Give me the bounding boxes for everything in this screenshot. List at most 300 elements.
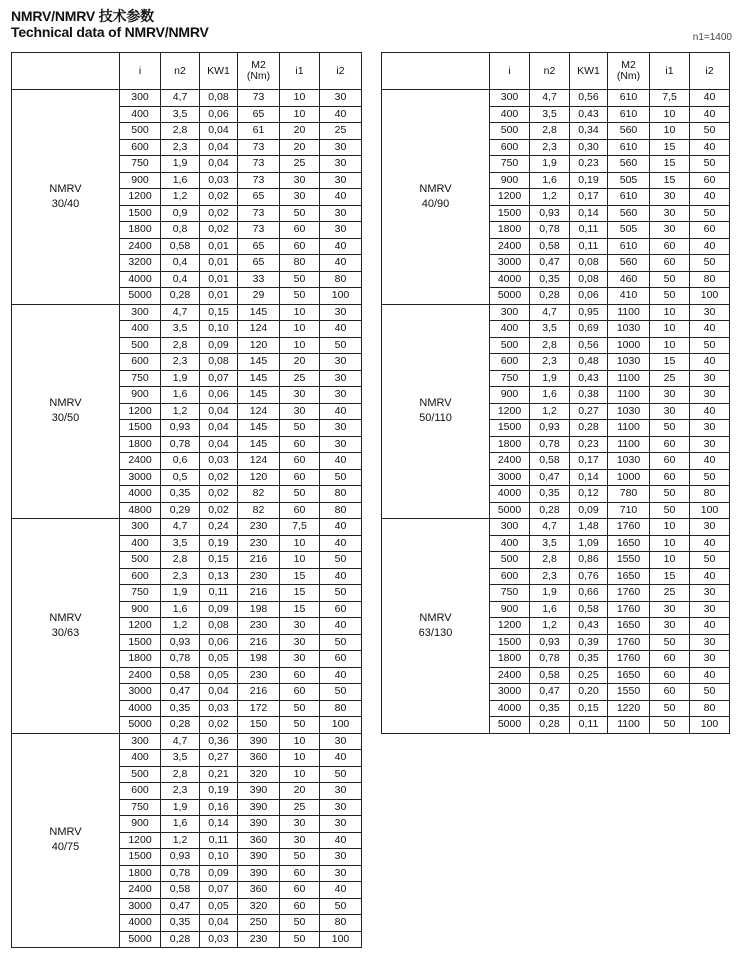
i2-cell: 30 bbox=[690, 387, 730, 404]
n2-cell: 1,2 bbox=[530, 189, 570, 206]
i1-cell: 60 bbox=[280, 222, 320, 239]
i2-cell: 30 bbox=[320, 205, 362, 222]
i2-cell: 30 bbox=[320, 370, 362, 387]
kw1-cell: 0,17 bbox=[570, 453, 608, 470]
n2-cell: 2,3 bbox=[530, 354, 570, 371]
header-model bbox=[382, 53, 490, 90]
kw1-cell: 0,30 bbox=[570, 139, 608, 156]
m2-cell: 145 bbox=[238, 387, 280, 404]
n2-cell: 0,58 bbox=[161, 667, 200, 684]
n2-cell: 0,28 bbox=[530, 288, 570, 305]
m2-cell: 1650 bbox=[608, 667, 650, 684]
m2-cell: 390 bbox=[238, 865, 280, 882]
i1-cell: 10 bbox=[280, 733, 320, 750]
m2-cell: 320 bbox=[238, 766, 280, 783]
m2-cell: 1100 bbox=[608, 304, 650, 321]
ratio-cell: 500 bbox=[120, 337, 161, 354]
m2-cell: 1760 bbox=[608, 601, 650, 618]
i1-cell: 20 bbox=[280, 123, 320, 140]
ratio-cell: 4800 bbox=[120, 502, 161, 519]
ratio-cell: 1800 bbox=[120, 222, 161, 239]
kw1-cell: 0,58 bbox=[570, 601, 608, 618]
ratio-cell: 500 bbox=[120, 123, 161, 140]
table-header-row bbox=[12, 53, 362, 90]
i1-cell: 30 bbox=[280, 387, 320, 404]
ratio-cell: 5000 bbox=[490, 717, 530, 734]
i1-cell: 25 bbox=[280, 156, 320, 173]
i1-cell: 50 bbox=[280, 288, 320, 305]
ratio-cell: 750 bbox=[490, 156, 530, 173]
table-header-row bbox=[382, 53, 730, 90]
kw1-cell: 0,11 bbox=[200, 585, 238, 602]
i1-cell: 60 bbox=[650, 667, 690, 684]
ratio-cell: 2400 bbox=[120, 882, 161, 899]
ratio-cell: 300 bbox=[120, 90, 161, 107]
n2-cell: 1,9 bbox=[161, 799, 200, 816]
m2-cell: 172 bbox=[238, 700, 280, 717]
n2-cell: 2,3 bbox=[161, 139, 200, 156]
i2-cell: 50 bbox=[320, 766, 362, 783]
i1-cell: 30 bbox=[280, 816, 320, 833]
kw1-cell: 0,10 bbox=[200, 849, 238, 866]
i1-cell: 50 bbox=[280, 271, 320, 288]
i1-cell: 30 bbox=[650, 403, 690, 420]
page-title-english: Technical data of NMRV/NMRV bbox=[11, 24, 209, 40]
m2-cell: 65 bbox=[238, 238, 280, 255]
n2-cell: 1,2 bbox=[530, 403, 570, 420]
kw1-cell: 0,14 bbox=[200, 816, 238, 833]
m2-cell: 320 bbox=[238, 898, 280, 915]
n2-cell: 0,93 bbox=[161, 634, 200, 651]
kw1-cell: 0,01 bbox=[200, 271, 238, 288]
n2-cell: 1,6 bbox=[161, 601, 200, 618]
ratio-cell: 1500 bbox=[120, 849, 161, 866]
kw1-cell: 0,69 bbox=[570, 321, 608, 338]
m2-cell: 230 bbox=[238, 535, 280, 552]
m2-cell: 230 bbox=[238, 667, 280, 684]
ratio-cell: 3000 bbox=[490, 255, 530, 272]
ratio-cell: 1200 bbox=[490, 189, 530, 206]
m2-cell: 1000 bbox=[608, 469, 650, 486]
n2-cell: 0,78 bbox=[161, 651, 200, 668]
i2-cell: 40 bbox=[320, 321, 362, 338]
m2-cell: 1000 bbox=[608, 337, 650, 354]
i2-cell: 30 bbox=[690, 304, 730, 321]
i1-cell: 50 bbox=[650, 502, 690, 519]
n2-cell: 2,3 bbox=[161, 568, 200, 585]
i2-cell: 60 bbox=[320, 601, 362, 618]
i2-cell: 30 bbox=[320, 420, 362, 437]
ratio-cell: 900 bbox=[490, 172, 530, 189]
ratio-cell: 500 bbox=[120, 552, 161, 569]
n2-cell: 0,93 bbox=[161, 420, 200, 437]
n2-cell: 0,47 bbox=[161, 684, 200, 701]
m2-cell: 610 bbox=[608, 106, 650, 123]
i2-cell: 40 bbox=[690, 535, 730, 552]
table-row bbox=[382, 304, 730, 321]
i2-cell: 80 bbox=[690, 486, 730, 503]
header-n2: n2 bbox=[530, 53, 570, 90]
m2-cell: 73 bbox=[238, 222, 280, 239]
i2-cell: 60 bbox=[690, 172, 730, 189]
kw1-cell: 0,15 bbox=[570, 700, 608, 717]
m2-cell: 1100 bbox=[608, 370, 650, 387]
i1-cell: 30 bbox=[280, 651, 320, 668]
n2-cell: 0,58 bbox=[530, 453, 570, 470]
m2-cell: 560 bbox=[608, 205, 650, 222]
kw1-cell: 0,02 bbox=[200, 717, 238, 734]
ratio-cell: 300 bbox=[120, 304, 161, 321]
n2-cell: 0,78 bbox=[530, 651, 570, 668]
ratio-cell: 400 bbox=[120, 535, 161, 552]
m2-cell: 560 bbox=[608, 156, 650, 173]
kw1-cell: 0,05 bbox=[200, 667, 238, 684]
kw1-cell: 0,28 bbox=[570, 420, 608, 437]
ratio-cell: 4000 bbox=[120, 700, 161, 717]
ratio-cell: 2400 bbox=[120, 453, 161, 470]
input-speed-note: n1=1400 bbox=[692, 32, 732, 43]
ratio-cell: 300 bbox=[490, 90, 530, 107]
ratio-cell: 2400 bbox=[120, 238, 161, 255]
kw1-cell: 1,48 bbox=[570, 519, 608, 536]
i1-cell: 50 bbox=[650, 288, 690, 305]
ratio-cell: 1200 bbox=[120, 189, 161, 206]
kw1-cell: 0,08 bbox=[200, 618, 238, 635]
m2-cell: 460 bbox=[608, 271, 650, 288]
kw1-cell: 0,03 bbox=[200, 172, 238, 189]
i2-cell: 40 bbox=[320, 832, 362, 849]
ratio-cell: 600 bbox=[490, 139, 530, 156]
header-m2: M2 (Nm) bbox=[238, 53, 280, 90]
i1-cell: 15 bbox=[280, 585, 320, 602]
ratio-cell: 5000 bbox=[120, 717, 161, 734]
n2-cell: 2,8 bbox=[161, 123, 200, 140]
i2-cell: 30 bbox=[320, 783, 362, 800]
i2-cell: 30 bbox=[320, 90, 362, 107]
i2-cell: 30 bbox=[320, 799, 362, 816]
header-i1: i1 bbox=[280, 53, 320, 90]
ratio-cell: 400 bbox=[120, 106, 161, 123]
ratio-cell: 1200 bbox=[490, 618, 530, 635]
kw1-cell: 0,15 bbox=[200, 304, 238, 321]
i2-cell: 100 bbox=[320, 288, 362, 305]
table-row bbox=[382, 519, 730, 536]
i2-cell: 50 bbox=[690, 205, 730, 222]
m2-cell: 1650 bbox=[608, 568, 650, 585]
n2-cell: 0,58 bbox=[530, 238, 570, 255]
i1-cell: 50 bbox=[650, 634, 690, 651]
i1-cell: 15 bbox=[650, 156, 690, 173]
i2-cell: 100 bbox=[690, 288, 730, 305]
m2-cell: 216 bbox=[238, 684, 280, 701]
ratio-cell: 900 bbox=[120, 172, 161, 189]
kw1-cell: 0,39 bbox=[570, 634, 608, 651]
n2-cell: 4,7 bbox=[530, 90, 570, 107]
i2-cell: 40 bbox=[690, 321, 730, 338]
m2-cell: 1760 bbox=[608, 634, 650, 651]
n2-cell: 0,78 bbox=[530, 436, 570, 453]
n2-cell: 2,3 bbox=[161, 783, 200, 800]
m2-cell: 610 bbox=[608, 189, 650, 206]
ratio-cell: 1800 bbox=[490, 651, 530, 668]
m2-cell: 1550 bbox=[608, 684, 650, 701]
ratio-cell: 600 bbox=[120, 568, 161, 585]
kw1-cell: 0,16 bbox=[200, 799, 238, 816]
ratio-cell: 5000 bbox=[120, 931, 161, 948]
i2-cell: 50 bbox=[320, 684, 362, 701]
n2-cell: 3,5 bbox=[161, 106, 200, 123]
kw1-cell: 0,11 bbox=[200, 832, 238, 849]
kw1-cell: 0,09 bbox=[570, 502, 608, 519]
n2-cell: 1,9 bbox=[530, 585, 570, 602]
kw1-cell: 0,19 bbox=[570, 172, 608, 189]
ratio-cell: 1500 bbox=[490, 420, 530, 437]
kw1-cell: 0,05 bbox=[200, 898, 238, 915]
i2-cell: 100 bbox=[690, 717, 730, 734]
i1-cell: 15 bbox=[280, 601, 320, 618]
m2-cell: 1100 bbox=[608, 387, 650, 404]
m2-cell: 198 bbox=[238, 651, 280, 668]
kw1-cell: 0,04 bbox=[200, 139, 238, 156]
m2-cell: 120 bbox=[238, 469, 280, 486]
i1-cell: 15 bbox=[280, 568, 320, 585]
n2-cell: 3,5 bbox=[530, 106, 570, 123]
m2-cell: 1760 bbox=[608, 519, 650, 536]
i2-cell: 40 bbox=[320, 535, 362, 552]
kw1-cell: 0,05 bbox=[200, 651, 238, 668]
ratio-cell: 600 bbox=[120, 139, 161, 156]
m2-cell: 390 bbox=[238, 816, 280, 833]
m2-cell: 560 bbox=[608, 123, 650, 140]
i1-cell: 10 bbox=[650, 321, 690, 338]
kw1-cell: 0,19 bbox=[200, 535, 238, 552]
i2-cell: 40 bbox=[320, 403, 362, 420]
i1-cell: 60 bbox=[280, 502, 320, 519]
i2-cell: 30 bbox=[690, 585, 730, 602]
model-name-cell: NMRV 30/40 bbox=[12, 90, 120, 305]
ratio-cell: 3000 bbox=[490, 684, 530, 701]
i1-cell: 60 bbox=[650, 238, 690, 255]
ratio-cell: 750 bbox=[120, 799, 161, 816]
left-spec-table bbox=[11, 52, 362, 948]
ratio-cell: 750 bbox=[490, 370, 530, 387]
ratio-cell: 750 bbox=[120, 370, 161, 387]
ratio-cell: 500 bbox=[490, 123, 530, 140]
ratio-cell: 4000 bbox=[490, 700, 530, 717]
kw1-cell: 0,06 bbox=[570, 288, 608, 305]
n2-cell: 0,35 bbox=[530, 271, 570, 288]
ratio-cell: 1800 bbox=[490, 222, 530, 239]
i2-cell: 50 bbox=[690, 552, 730, 569]
table-row bbox=[382, 90, 730, 107]
i1-cell: 20 bbox=[280, 139, 320, 156]
kw1-cell: 0,35 bbox=[570, 651, 608, 668]
i1-cell: 15 bbox=[650, 568, 690, 585]
kw1-cell: 0,36 bbox=[200, 733, 238, 750]
i2-cell: 30 bbox=[690, 436, 730, 453]
n2-cell: 2,3 bbox=[530, 568, 570, 585]
m2-cell: 230 bbox=[238, 931, 280, 948]
n2-cell: 3,5 bbox=[530, 535, 570, 552]
ratio-cell: 2400 bbox=[490, 238, 530, 255]
i1-cell: 50 bbox=[650, 486, 690, 503]
i2-cell: 40 bbox=[320, 667, 362, 684]
i2-cell: 40 bbox=[320, 255, 362, 272]
i1-cell: 50 bbox=[280, 849, 320, 866]
n2-cell: 0,58 bbox=[161, 882, 200, 899]
n2-cell: 0,93 bbox=[161, 849, 200, 866]
kw1-cell: 1,09 bbox=[570, 535, 608, 552]
i1-cell: 50 bbox=[280, 700, 320, 717]
kw1-cell: 0,56 bbox=[570, 90, 608, 107]
ratio-cell: 400 bbox=[120, 750, 161, 767]
n2-cell: 0,35 bbox=[161, 915, 200, 932]
m2-cell: 73 bbox=[238, 156, 280, 173]
m2-cell: 1030 bbox=[608, 403, 650, 420]
i2-cell: 50 bbox=[320, 552, 362, 569]
n2-cell: 0,6 bbox=[161, 453, 200, 470]
i1-cell: 30 bbox=[280, 634, 320, 651]
i1-cell: 15 bbox=[650, 172, 690, 189]
n2-cell: 3,5 bbox=[161, 321, 200, 338]
n2-cell: 0,4 bbox=[161, 255, 200, 272]
kw1-cell: 0,01 bbox=[200, 255, 238, 272]
n2-cell: 0,29 bbox=[161, 502, 200, 519]
i2-cell: 30 bbox=[690, 370, 730, 387]
kw1-cell: 0,76 bbox=[570, 568, 608, 585]
m2-cell: 1030 bbox=[608, 354, 650, 371]
ratio-cell: 1500 bbox=[120, 420, 161, 437]
kw1-cell: 0,08 bbox=[570, 255, 608, 272]
ratio-cell: 4000 bbox=[120, 915, 161, 932]
i1-cell: 20 bbox=[280, 354, 320, 371]
kw1-cell: 0,14 bbox=[570, 469, 608, 486]
m2-cell: 65 bbox=[238, 255, 280, 272]
kw1-cell: 0,02 bbox=[200, 502, 238, 519]
header-i: i bbox=[120, 53, 161, 90]
i1-cell: 10 bbox=[280, 552, 320, 569]
i1-cell: 80 bbox=[280, 255, 320, 272]
table-row bbox=[12, 733, 362, 750]
kw1-cell: 0,09 bbox=[200, 601, 238, 618]
i2-cell: 40 bbox=[320, 106, 362, 123]
m2-cell: 73 bbox=[238, 90, 280, 107]
ratio-cell: 4000 bbox=[490, 486, 530, 503]
ratio-cell: 500 bbox=[120, 766, 161, 783]
n2-cell: 1,6 bbox=[530, 387, 570, 404]
i2-cell: 40 bbox=[690, 90, 730, 107]
m2-cell: 120 bbox=[238, 337, 280, 354]
i1-cell: 50 bbox=[280, 205, 320, 222]
m2-cell: 390 bbox=[238, 849, 280, 866]
ratio-cell: 1800 bbox=[120, 436, 161, 453]
i2-cell: 40 bbox=[320, 882, 362, 899]
i2-cell: 40 bbox=[690, 106, 730, 123]
m2-cell: 610 bbox=[608, 139, 650, 156]
page-title-chinese: NMRV/NMRV 技术参数 bbox=[11, 8, 154, 24]
i2-cell: 50 bbox=[690, 156, 730, 173]
m2-cell: 73 bbox=[238, 139, 280, 156]
kw1-cell: 0,08 bbox=[570, 271, 608, 288]
i2-cell: 30 bbox=[320, 304, 362, 321]
i1-cell: 10 bbox=[280, 750, 320, 767]
ratio-cell: 900 bbox=[490, 601, 530, 618]
m2-cell: 33 bbox=[238, 271, 280, 288]
i1-cell: 60 bbox=[280, 684, 320, 701]
ratio-cell: 500 bbox=[490, 337, 530, 354]
m2-cell: 1650 bbox=[608, 618, 650, 635]
i2-cell: 60 bbox=[320, 651, 362, 668]
kw1-cell: 0,66 bbox=[570, 585, 608, 602]
m2-cell: 1030 bbox=[608, 321, 650, 338]
kw1-cell: 0,86 bbox=[570, 552, 608, 569]
m2-cell: 73 bbox=[238, 172, 280, 189]
kw1-cell: 0,07 bbox=[200, 370, 238, 387]
kw1-cell: 0,04 bbox=[200, 156, 238, 173]
kw1-cell: 0,04 bbox=[200, 915, 238, 932]
i1-cell: 10 bbox=[280, 106, 320, 123]
ratio-cell: 750 bbox=[120, 156, 161, 173]
m2-cell: 145 bbox=[238, 370, 280, 387]
kw1-cell: 0,08 bbox=[200, 354, 238, 371]
ratio-cell: 300 bbox=[490, 519, 530, 536]
i2-cell: 40 bbox=[690, 618, 730, 635]
m2-cell: 82 bbox=[238, 486, 280, 503]
i1-cell: 10 bbox=[650, 535, 690, 552]
ratio-cell: 300 bbox=[120, 519, 161, 536]
n2-cell: 1,2 bbox=[161, 403, 200, 420]
ratio-cell: 1800 bbox=[120, 865, 161, 882]
i2-cell: 50 bbox=[690, 469, 730, 486]
i1-cell: 50 bbox=[280, 717, 320, 734]
i2-cell: 40 bbox=[320, 519, 362, 536]
n2-cell: 0,35 bbox=[530, 486, 570, 503]
kw1-cell: 0,09 bbox=[200, 337, 238, 354]
m2-cell: 390 bbox=[238, 799, 280, 816]
m2-cell: 610 bbox=[608, 90, 650, 107]
i1-cell: 10 bbox=[280, 337, 320, 354]
n2-cell: 2,8 bbox=[161, 552, 200, 569]
n2-cell: 0,4 bbox=[161, 271, 200, 288]
kw1-cell: 0,02 bbox=[200, 205, 238, 222]
i1-cell: 25 bbox=[280, 799, 320, 816]
i2-cell: 40 bbox=[690, 354, 730, 371]
i1-cell: 25 bbox=[650, 585, 690, 602]
i1-cell: 60 bbox=[650, 436, 690, 453]
i1-cell: 60 bbox=[650, 469, 690, 486]
ratio-cell: 3000 bbox=[120, 684, 161, 701]
n2-cell: 0,78 bbox=[530, 222, 570, 239]
kw1-cell: 0,24 bbox=[200, 519, 238, 536]
i2-cell: 30 bbox=[320, 816, 362, 833]
i1-cell: 50 bbox=[280, 915, 320, 932]
n2-cell: 0,5 bbox=[161, 469, 200, 486]
kw1-cell: 0,04 bbox=[200, 684, 238, 701]
ratio-cell: 1200 bbox=[120, 832, 161, 849]
i2-cell: 50 bbox=[320, 585, 362, 602]
ratio-cell: 600 bbox=[490, 354, 530, 371]
header-kw1: KW1 bbox=[570, 53, 608, 90]
i1-cell: 50 bbox=[650, 717, 690, 734]
kw1-cell: 0,04 bbox=[200, 403, 238, 420]
n2-cell: 2,8 bbox=[161, 766, 200, 783]
i1-cell: 10 bbox=[280, 535, 320, 552]
kw1-cell: 0,17 bbox=[570, 189, 608, 206]
n2-cell: 4,7 bbox=[530, 304, 570, 321]
ratio-cell: 400 bbox=[490, 106, 530, 123]
n2-cell: 3,5 bbox=[161, 535, 200, 552]
ratio-cell: 5000 bbox=[120, 288, 161, 305]
